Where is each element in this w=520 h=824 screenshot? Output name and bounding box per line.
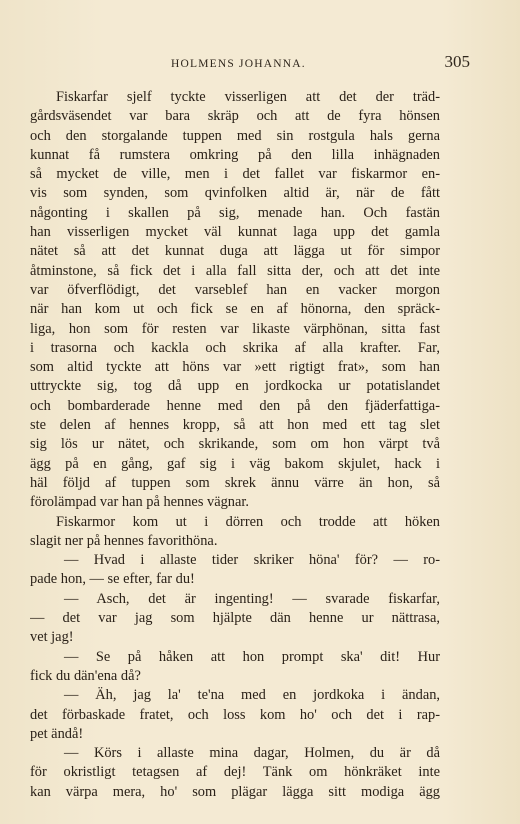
text-line: — Körs i allaste mina dagar, Holmen, du är då	[64, 745, 440, 762]
text-line: och bombarderade henne med den på den fjäderfattiga-	[30, 397, 440, 414]
text-line: när han kom ut och fick se en af hönorna, den spräck-	[30, 301, 440, 318]
text-line: i trasorna och kackla och skrika af alla krafter. Far,	[30, 339, 440, 356]
text-line: nätet så att det kunnat duga att lägga ut för simpor	[30, 243, 440, 260]
page-number: 305	[444, 52, 470, 71]
text-line: — det var jag som hjälpte dän henne ur nättrasa,	[30, 610, 440, 627]
text-line: sig lös ur nätet, och skrikande, som om hon värpt två	[30, 436, 440, 453]
text-line: han visserligen mycket väl kunnat laga upp det gamla	[30, 224, 440, 241]
text-line: så mycket de ville, men i det fallet var fiskarmor en-	[30, 166, 440, 183]
page-header	[26, 52, 496, 76]
text-line: Fiskarfar sjelf tyckte visserligen att det der träd-	[56, 89, 440, 105]
text-line: — Se på håken att hon prompt ska' dit! Hur	[64, 648, 440, 665]
text-line: fick du dän'ena då?	[30, 667, 141, 684]
text-line: förolämpad var han på hennes vägnar.	[30, 494, 249, 511]
text-line: liga, hon som för resten var likaste värphönan, sitta fast	[30, 320, 440, 337]
text-line: åtminstone, så fick det i alla fall sitta der, och att det inte	[30, 262, 440, 279]
text-line: — Hvad i allaste tider skriker höna' för? — ro-	[64, 552, 440, 569]
text-line: vis som synden, som qvinfolken altid är, när de fått	[30, 185, 440, 202]
text-line: för okristligt tetagsen af dej! Tänk om hönkräket inte	[30, 764, 440, 781]
text-line: som altid tyckte att höns var »ett rigtigt frat», som han	[30, 359, 440, 376]
text-line: slagit ner på hennes favorithöna.	[30, 532, 218, 549]
text-line: pade hon, — se efter, far du!	[30, 571, 195, 588]
running-head: HOLMENS JOHANNA.	[171, 58, 306, 70]
body-text	[30, 88, 440, 802]
text-line: någonting i skallen på sig, menade han. Och fastän	[30, 204, 440, 221]
text-line: vet jag!	[30, 629, 74, 646]
text-line: kan värpa mera, ho' som plägar lägga sitt modiga ägg	[30, 783, 440, 800]
text-line: häl följd af tuppen som skrek ännu värre än hon, så	[30, 474, 440, 491]
text-line: kunnat få rumstera omkring på den lilla inhägnaden	[30, 146, 440, 163]
text-line: pet ändå!	[30, 725, 84, 742]
text-line: — Asch, det är ingenting! — svarade fiskarfar,	[64, 590, 440, 607]
text-line: och den storgalande tuppen med sin rostgula hals gerna	[30, 127, 440, 144]
text-line: ste delen af hennes kropp, så att hon med ett tag slet	[30, 417, 440, 434]
text-line: Fiskarmor kom ut i dörren och trodde att höken	[56, 513, 440, 530]
text-line: uttryckte sig, tog då upp en jordkocka ur potatislandet	[30, 378, 440, 395]
text-line: ägg på en gång, gaf sig i väg bakom skjulet, hack i	[30, 455, 440, 472]
text-line: gårdsväsendet var bara skräp och att de fyra hönsen	[30, 108, 440, 125]
text-line: var öfverflödigt, det varseblef han en vacker morgon	[30, 281, 440, 298]
text-line: det förbaskade fratet, och loss kom ho' och det i rap-	[30, 706, 440, 723]
text-line: — Äh, jag la' te'na med en jordkoka i ändan,	[64, 687, 440, 704]
